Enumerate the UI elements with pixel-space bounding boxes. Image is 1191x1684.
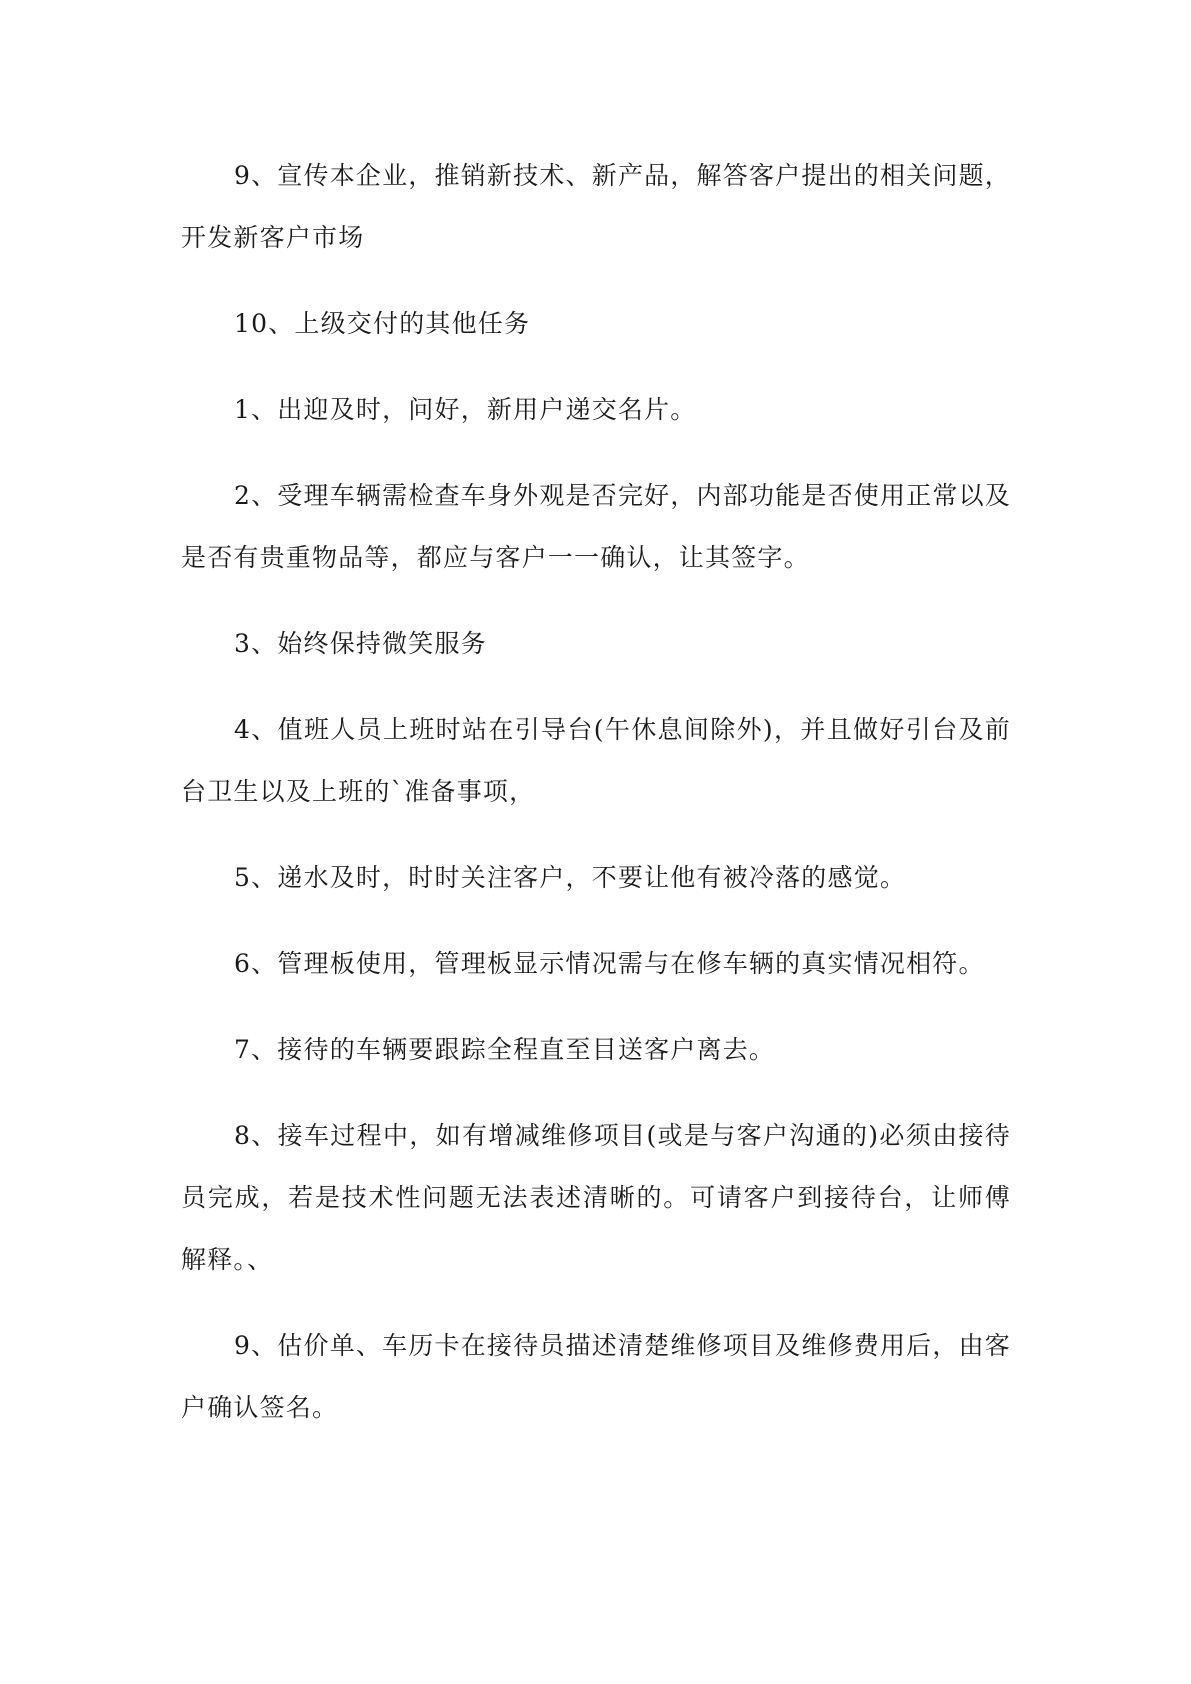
paragraph-8: 6、管理板使用，管理板显示情况需与在修车辆的真实情况相符。: [234, 949, 985, 978]
paragraph-7: 5、递水及时，时时关注客户，不要让他有被冷落的感觉。: [234, 863, 907, 892]
paragraph-2: 10、上级交付的其他任务: [234, 309, 531, 338]
paragraph-10: 8、接车过程中，如有增减维修项目(或是与客户沟通的)必须由接待员完成，若是技术性问题无法表述清晰的。可请客户到接待台，让师傅解释。、: [181, 1121, 1011, 1274]
paragraph-4: 2、受理车辆需检查车身外观是否完好，内部功能是否使用正常以及是否有贵重物品等，都应与客户一一确认，让其签字。: [181, 481, 1011, 572]
document-body: [181, 145, 1011, 1463]
paragraph-6: 4、值班人员上班时站在引导台(午休息间除外)，并且做好引台及前台卫生以及上班的`准备事项，: [181, 715, 1011, 806]
paragraph-3: 1、出迎及时，问好，新用户递交名片。: [234, 395, 697, 424]
paragraph-5: 3、始终保持微笑服务: [234, 629, 487, 658]
paragraph-9: 7、接待的车辆要跟踪全程直至目送客户离去。: [234, 1035, 776, 1064]
paragraph-1: 9、宣传本企业，推销新技术、新产品，解答客户提出的相关问题，开发新客户市场: [181, 161, 1011, 252]
paragraph-11: 9、估价单、车历卡在接待员描述清楚维修项目及维修费用后，由客户确认签名。: [181, 1331, 1011, 1422]
